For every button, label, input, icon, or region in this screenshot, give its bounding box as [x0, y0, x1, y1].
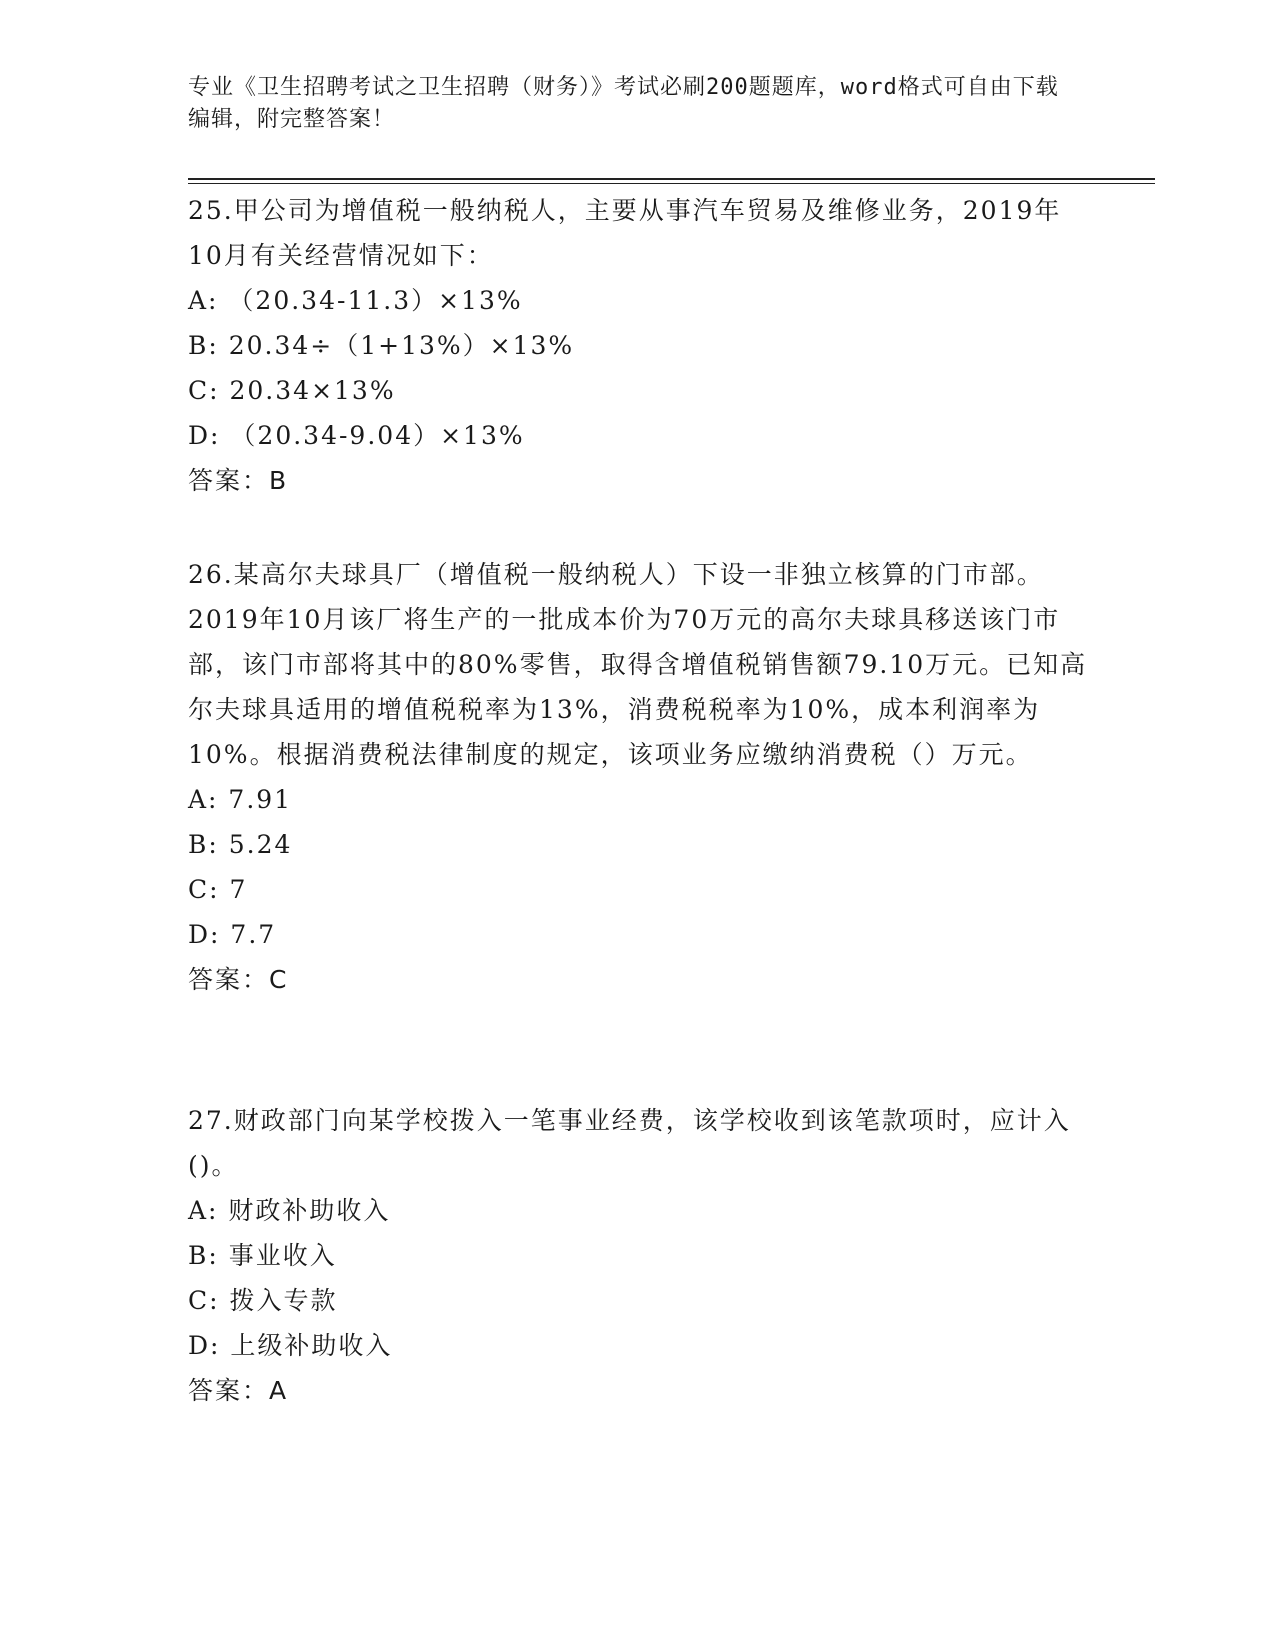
document-header: 专业《卫生招聘考试之卫生招聘（财务）》考试必刷200题题库，word格式可自由下载编辑，附完整答案！	[188, 75, 1059, 132]
option-d: D: （20.34-9.04）×13%	[188, 421, 525, 450]
question-27	[188, 1098, 1088, 1413]
question-26	[188, 552, 1088, 1002]
option-a: A: 7.91	[188, 785, 293, 814]
option-c: C: 7	[188, 875, 248, 904]
option-d: D: 上级补助收入	[188, 1331, 393, 1360]
option-d: D: 7.7	[188, 920, 277, 949]
option-c: C: 拨入专款	[188, 1286, 338, 1315]
question-stem: 25.甲公司为增值税一般纳税人，主要从事汽车贸易及维修业务，2019年10月有关经营情况如下：	[188, 196, 1062, 270]
answer: 答案：C	[188, 965, 289, 994]
question-25	[188, 188, 1088, 503]
question-stem: 27.财政部门向某学校拨入一笔事业经费，该学校收到该笔款项时，应计入()。	[188, 1106, 1071, 1180]
option-a: A: （20.34-11.3）×13%	[188, 286, 523, 315]
option-b: B: 20.34÷（1+13%）×13%	[188, 331, 575, 360]
option-b: B: 事业收入	[188, 1241, 337, 1270]
answer: 答案：B	[188, 466, 289, 495]
header-divider-thick	[188, 178, 1155, 180]
header-divider-thin	[188, 183, 1155, 184]
question-stem: 26.某高尔夫球具厂（增值税一般纳税人）下设一非独立核算的门市部。2019年10月该厂将生产的一批成本价为70万元的高尔夫球具移送该门市部，该门市部将其中的80%零售，取得含增值税销售额79.10万元。已知高尔夫球具适用的增值税税率为13%，消费税税率为10%，成本利润率为10%。根据消费税法律制度的规定，该项业务应缴纳消费税（）万元。	[188, 560, 1088, 769]
option-b: B: 5.24	[188, 830, 293, 859]
answer: 答案：A	[188, 1376, 289, 1405]
option-a: A: 财政补助收入	[188, 1196, 391, 1225]
option-c: C: 20.34×13%	[188, 376, 396, 405]
